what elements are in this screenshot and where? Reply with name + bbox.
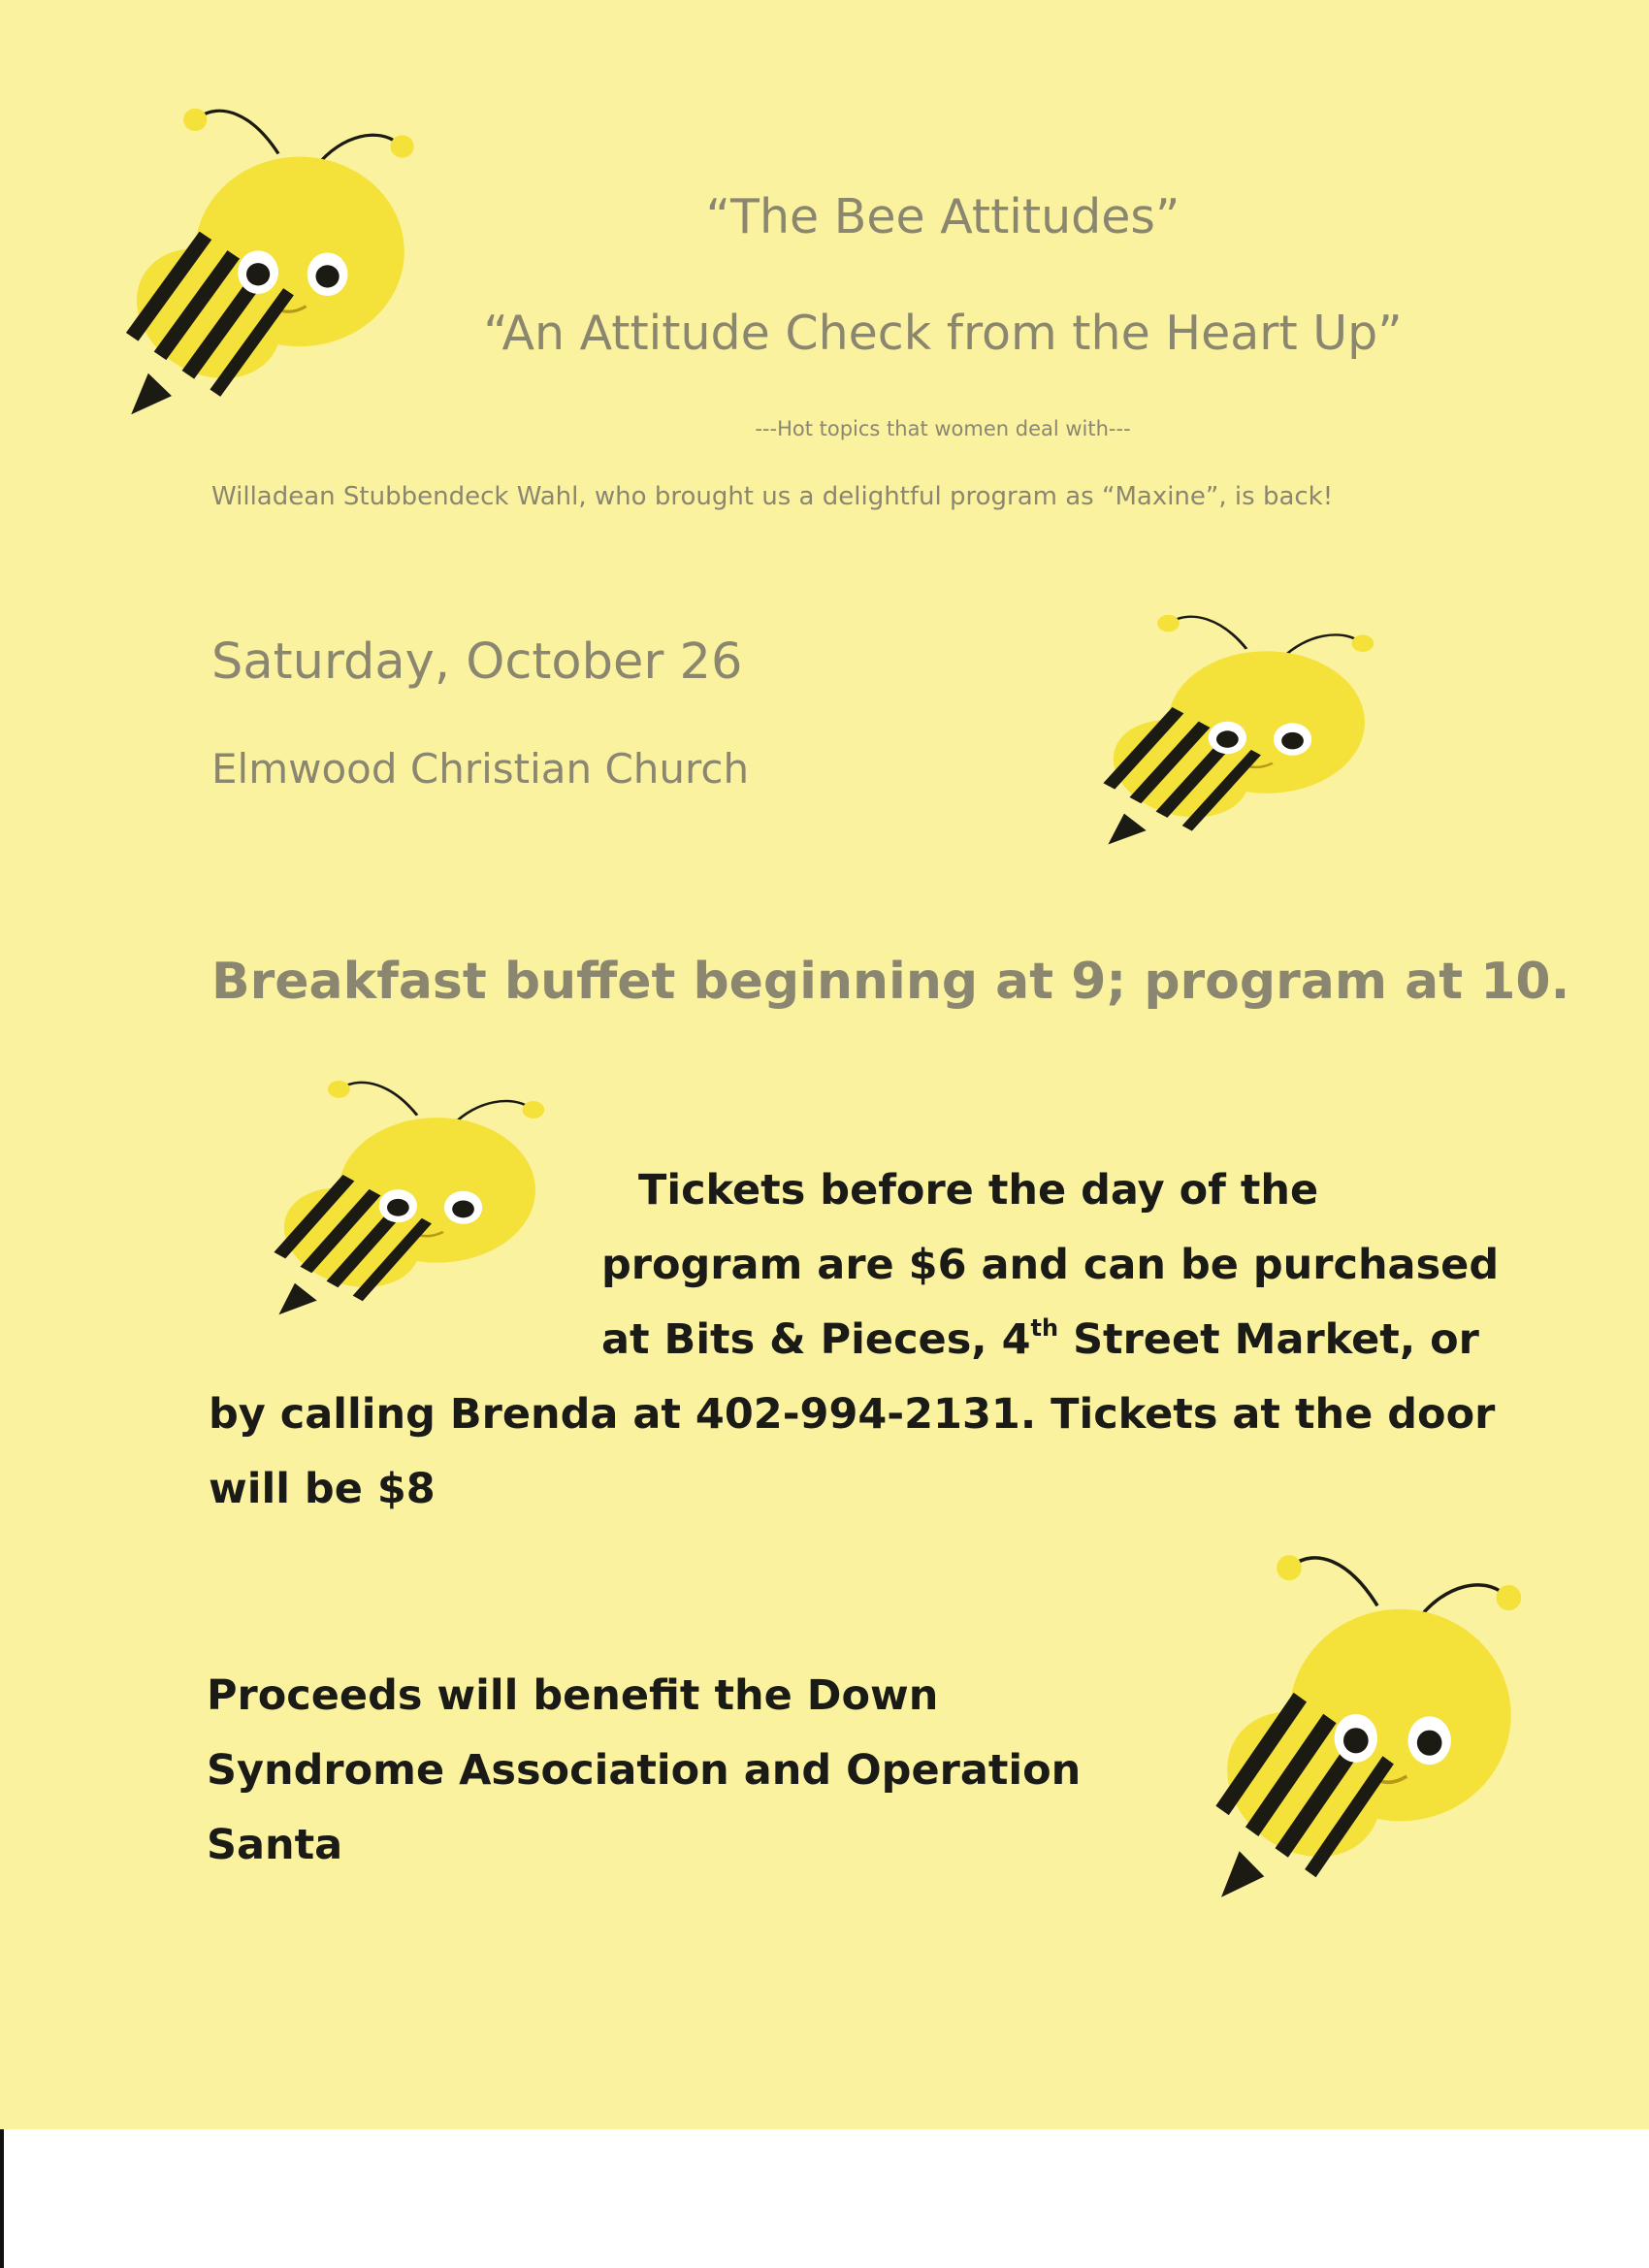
bee-icon (267, 1072, 567, 1324)
flyer-subtitle: “An Attitude Check from the Heart Up” (483, 306, 1403, 361)
ticket-line: by calling Brenda at 402-994-2131. Tickets at the door (209, 1390, 1496, 1439)
bee-icon (1096, 606, 1397, 854)
flyer-title: “The Bee Attitudes” (705, 189, 1180, 244)
ticket-line (601, 1303, 1479, 1377)
ticket-line: program are $6 and can be purchased (601, 1241, 1500, 1289)
ticket-line: Tickets before the day of the (638, 1166, 1319, 1215)
proceeds-line: Syndrome Association and Operation (207, 1746, 1082, 1795)
bee-icon (118, 97, 438, 427)
flyer-tagline: ---Hot topics that women deal with--- (755, 417, 1131, 440)
proceeds-line: Santa (207, 1821, 343, 1869)
event-schedule: Breakfast buffet beginning at 9; program at 10. (211, 953, 1570, 1011)
speaker-intro: Willadean Stubbendeck Wahl, who brought us a delightful program as “Maxine”, is back! (211, 482, 1334, 511)
ticket-line-text: Street Market, or (1058, 1315, 1479, 1364)
ticket-line: will be $8 (209, 1465, 436, 1513)
scan-edge-line (0, 2129, 4, 2268)
event-venue: Elmwood Christian Church (211, 745, 750, 793)
ordinal-suffix: th (1030, 1314, 1059, 1342)
proceeds-line: Proceeds will benefit the Down (207, 1671, 939, 1720)
bee-icon (1208, 1542, 1547, 1911)
ticket-line-text: at Bits & Pieces, 4 (601, 1315, 1031, 1364)
event-date: Saturday, October 26 (211, 633, 743, 691)
